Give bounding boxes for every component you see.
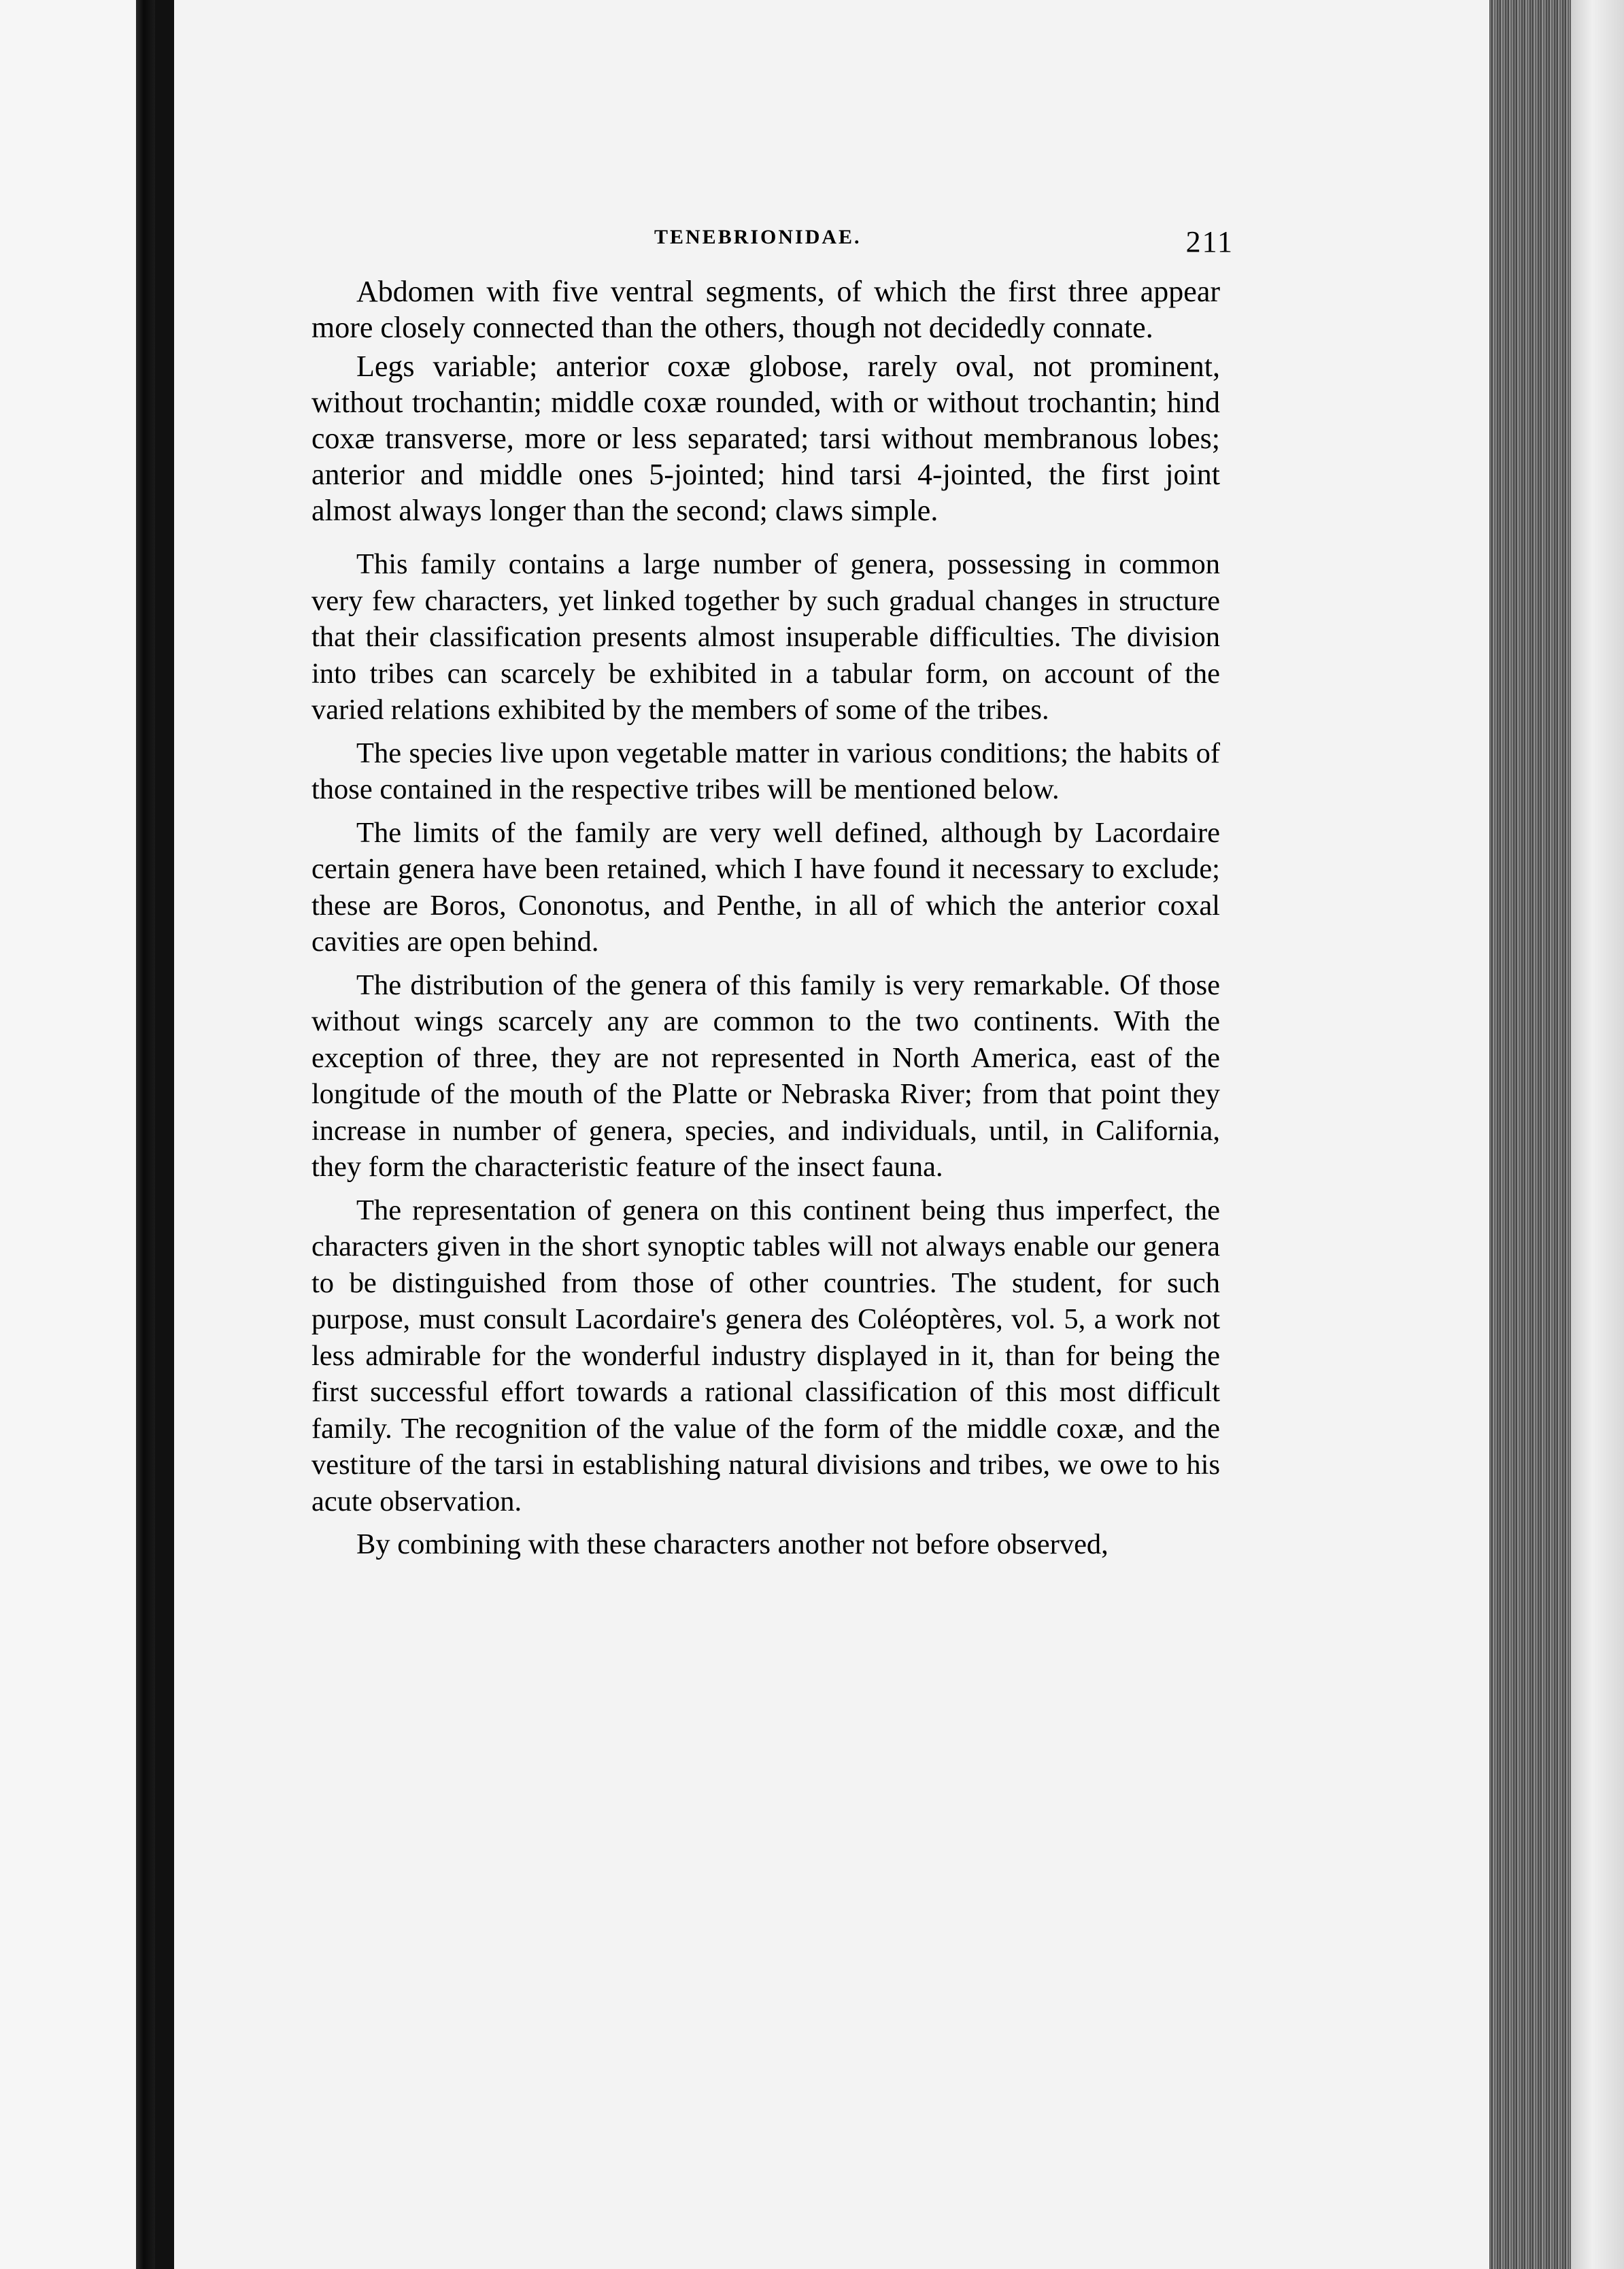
page-edges-light — [1571, 0, 1624, 2269]
paragraph-abdomen: Abdomen with five ventral segments, of which the first three appear more closely connected than the others, though not decidedly connate. — [311, 275, 1220, 344]
facing-page-edge — [0, 0, 136, 2269]
paragraph-combining: By combining with these characters another not before observed, — [356, 1528, 1109, 1560]
page-header — [484, 224, 1234, 265]
paragraph-limits: The limits of the family are very well defined, although by Lacordaire certain genera have been retained, which I have found it necessary to exclude; these are Boros, Cononotus, and Penthe, in all of which the anterior coxal cavities are open behind. — [311, 816, 1220, 958]
gutter-shadow — [155, 0, 174, 2269]
book-gutter — [136, 0, 155, 2269]
page-body — [311, 273, 1220, 1563]
paragraph-species: The species live upon vegetable matter in various conditions; the habits of those contained in the respective tribes will be mentioned below. — [311, 737, 1220, 805]
page-number: 211 — [1185, 225, 1234, 258]
paragraph-family: This family contains a large number of genera, possessing in common very few characters, yet linked together by such gradual changes in structure that their classification presents almost insuperable difficulties. The division into tribes can scarcely be exhibited in a tabular form, on account of the varied relations exhibited by the members of some of the tribes. — [311, 548, 1220, 726]
paragraph-legs: Legs variable; anterior coxæ globose, rarely oval, not prominent, without trochantin; middle coxæ rounded, with or without trochantin; hind coxæ transverse, more or less separated; tarsi without membranous lobes; anterior and middle ones 5-jointed; hind tarsi 4-jointed, the first joint almost always longer than the second; claws simple. — [311, 350, 1220, 527]
paragraph-distribution: The distribution of the genera of this family is very remarkable. Of those without wings scarcely any are common to the two continents. With the exception of three, they are not represented in North America, east of the longitude of the mouth of the Platte or Nebraska River; from that point they increase in number of genera, species, and individuals, until, in California, they form the characteristic feature of the insect fauna. — [311, 969, 1220, 1183]
page-edges — [1489, 0, 1571, 2269]
running-head: TENEBRIONIDAE. — [654, 226, 862, 248]
paragraph-representation: The representation of genera on this continent being thus imperfect, the characters given in the short synoptic tables will not always enable our genera to be distinguished from those of other countries. The student, for such purpose, must consult Lacordaire's genera des Coléoptères, vol. 5, a work not less admirable for the wonderful industry displayed in it, than for being the first successful effort towards a rational classification of this most difficult family. The recognition of the value of the form of the middle coxæ, and the vestiture of the tarsi in establishing natural divisions and tribes, we owe to his acute observation. — [311, 1194, 1220, 1517]
